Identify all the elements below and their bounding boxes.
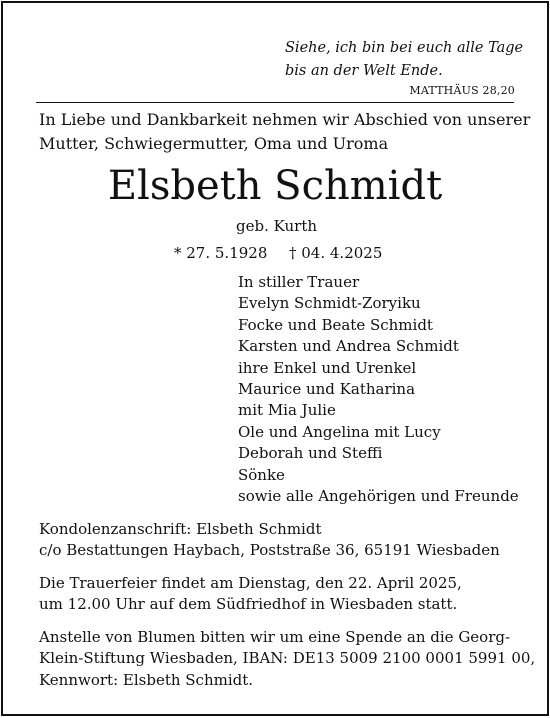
intro-line: In Liebe und Dankbarkeit nehmen wir Abschied von unserer	[39, 110, 531, 129]
mourner-line: Ole und Angelina mit Lucy	[238, 422, 441, 441]
verse-reference: MATTHÄUS 28,20	[409, 84, 515, 97]
condolence-address	[39, 519, 529, 562]
birth-name: geb. Kurth	[236, 217, 318, 235]
mourner-line: Evelyn Schmidt-Zoryiku	[238, 294, 421, 313]
donation-request	[39, 627, 536, 691]
bible-verse	[285, 37, 525, 83]
funeral-service-info	[39, 573, 529, 616]
service-line: um 12.00 Uhr auf dem Südfriedhof in Wiesbaden statt.	[39, 595, 458, 614]
verse-line: bis an der Welt Ende.	[285, 63, 443, 79]
service-line: Die Trauerfeier findet am Dienstag, den 22. April 2025,	[39, 574, 462, 592]
obituary-notice	[1, 1, 549, 716]
intro-text	[39, 108, 529, 156]
verse-line: Siehe, ich bin bei euch alle Tage	[285, 40, 524, 56]
mourner-line: Karsten und Andrea Schmidt	[238, 337, 459, 356]
mourner-line: Maurice und Katharina	[238, 380, 416, 399]
donation-line: Anstelle von Blumen bitten wir um eine Spende an die Georg-	[39, 628, 511, 646]
mourners-list	[238, 272, 519, 507]
mourner-line: Deborah und Steffi	[238, 444, 383, 463]
divider	[36, 102, 514, 103]
intro-line: Mutter, Schwiegermutter, Oma und Uroma	[39, 134, 389, 153]
donation-line: Klein-Stiftung Wiesbaden, IBAN: DE13 5009 2100 0001 5991 00,	[39, 649, 536, 668]
mourner-line: In stiller Trauer	[238, 273, 360, 291]
mourner-line: ihre Enkel und Urenkel	[238, 358, 417, 377]
condolence-line: c/o Bestattungen Haybach, Poststraße 36, 65191 Wiesbaden	[39, 541, 500, 560]
mourner-line: Sönke	[238, 465, 285, 484]
death-date: † 04. 4.2025	[289, 244, 383, 262]
mourner-line: Focke und Beate Schmidt	[238, 315, 433, 334]
birth-date: * 27. 5.1928	[174, 244, 268, 262]
mourner-line: mit Mia Julie	[238, 401, 336, 420]
mourner-line: sowie alle Angehörigen und Freunde	[238, 487, 519, 506]
deceased-name: Elsbeth Schmidt	[107, 163, 443, 209]
donation-line: Kennwort: Elsbeth Schmidt.	[39, 670, 254, 689]
condolence-line: Kondolenzanschrift: Elsbeth Schmidt	[39, 520, 322, 538]
